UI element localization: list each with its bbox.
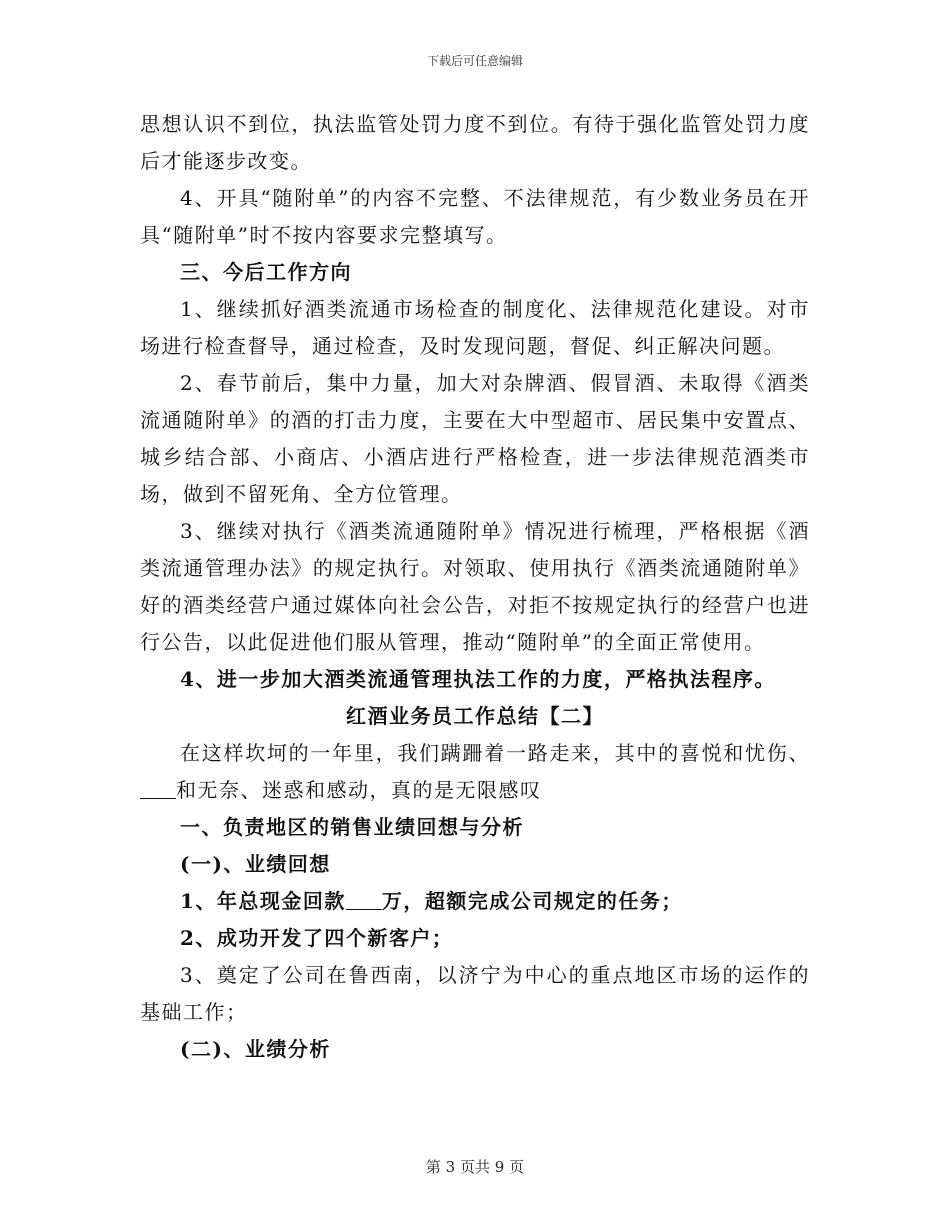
paragraph-direction-4: 4、进一步加大酒类流通管理执法工作的力度，严格执法程序。 xyxy=(180,667,776,691)
subheading-performance-review: (一)、业绩回想 xyxy=(180,852,331,876)
page-header: 下载后可任意编辑 xyxy=(426,54,523,68)
paragraph-direction-3: 3、继续对执行《酒类流通随附单》情况进行梳理，严格根据《酒类流通管理办法》的规定执行。对领取、使用执行《酒类流通随附单》好的酒类经营户通过媒体向社会公告，对拒不按规定执行的经营户也进行公告，以此促进他们服从管理，推动“随附单”的全面正常使用。 xyxy=(140,519,810,654)
section-heading-sales-review: 一、负责地区的销售业绩回想与分析 xyxy=(180,815,524,839)
paragraph-direction-1: 1、继续抓好酒类流通市场检查的制度化、法律规范化建设。对市场进行检查督导，通过检查，及时发现问题，督促、纠正解决问题。 xyxy=(140,297,810,358)
paragraph-review-1 xyxy=(140,883,810,920)
paragraph-item-4: 4、开具“随附单”的内容不完整、不法律规范，有少数业务员在开具“随附单”时不按内容要求完整填写。 xyxy=(140,186,810,247)
paragraph-intro xyxy=(140,735,810,809)
fill-blank xyxy=(140,776,176,799)
paragraph-review-2: 2、成功开发了四个新客户； xyxy=(180,926,454,950)
review-1-text-after: 万，超额完成公司规定的任务； xyxy=(381,889,683,913)
paragraph-continuation: 思想认识不到位，执法监管处罚力度不到位。有待于强化监管处罚力度后才能逐步改变。 xyxy=(140,112,810,173)
page-footer: 第 3 页共 9 页 xyxy=(425,1158,525,1176)
review-1-text-before: 1、年总现金回款 xyxy=(180,889,346,913)
intro-text-before: 在这样坎坷的一年里，我们蹒跚着一路走来，其中的喜悦和忧伤、 xyxy=(180,741,810,765)
paragraph-direction-2: 2、春节前后，集中力量，加大对杂牌酒、假冒酒、未取得《酒类流通随附单》的酒的打击力度，主要在大中型超市、居民集中安置点、城乡结合部、小商店、小酒店进行严格检查，进一步法律规范酒类市场，做到不留死角、全方位管理。 xyxy=(140,371,810,506)
document-body xyxy=(140,106,810,1068)
section-heading-future-direction: 三、今后工作方向 xyxy=(180,260,352,284)
section-title-summary-two: 红酒业务员工作总结【二】 xyxy=(346,704,604,728)
subheading-performance-analysis: (二)、业绩分析 xyxy=(180,1037,331,1061)
fill-blank xyxy=(346,887,382,910)
paragraph-review-3: 3、奠定了公司在鲁西南，以济宁为中心的重点地区市场的运作的基础工作； xyxy=(140,963,810,1024)
intro-text-after: 和无奈、迷惑和感动，真的是无限感叹 xyxy=(176,778,542,802)
